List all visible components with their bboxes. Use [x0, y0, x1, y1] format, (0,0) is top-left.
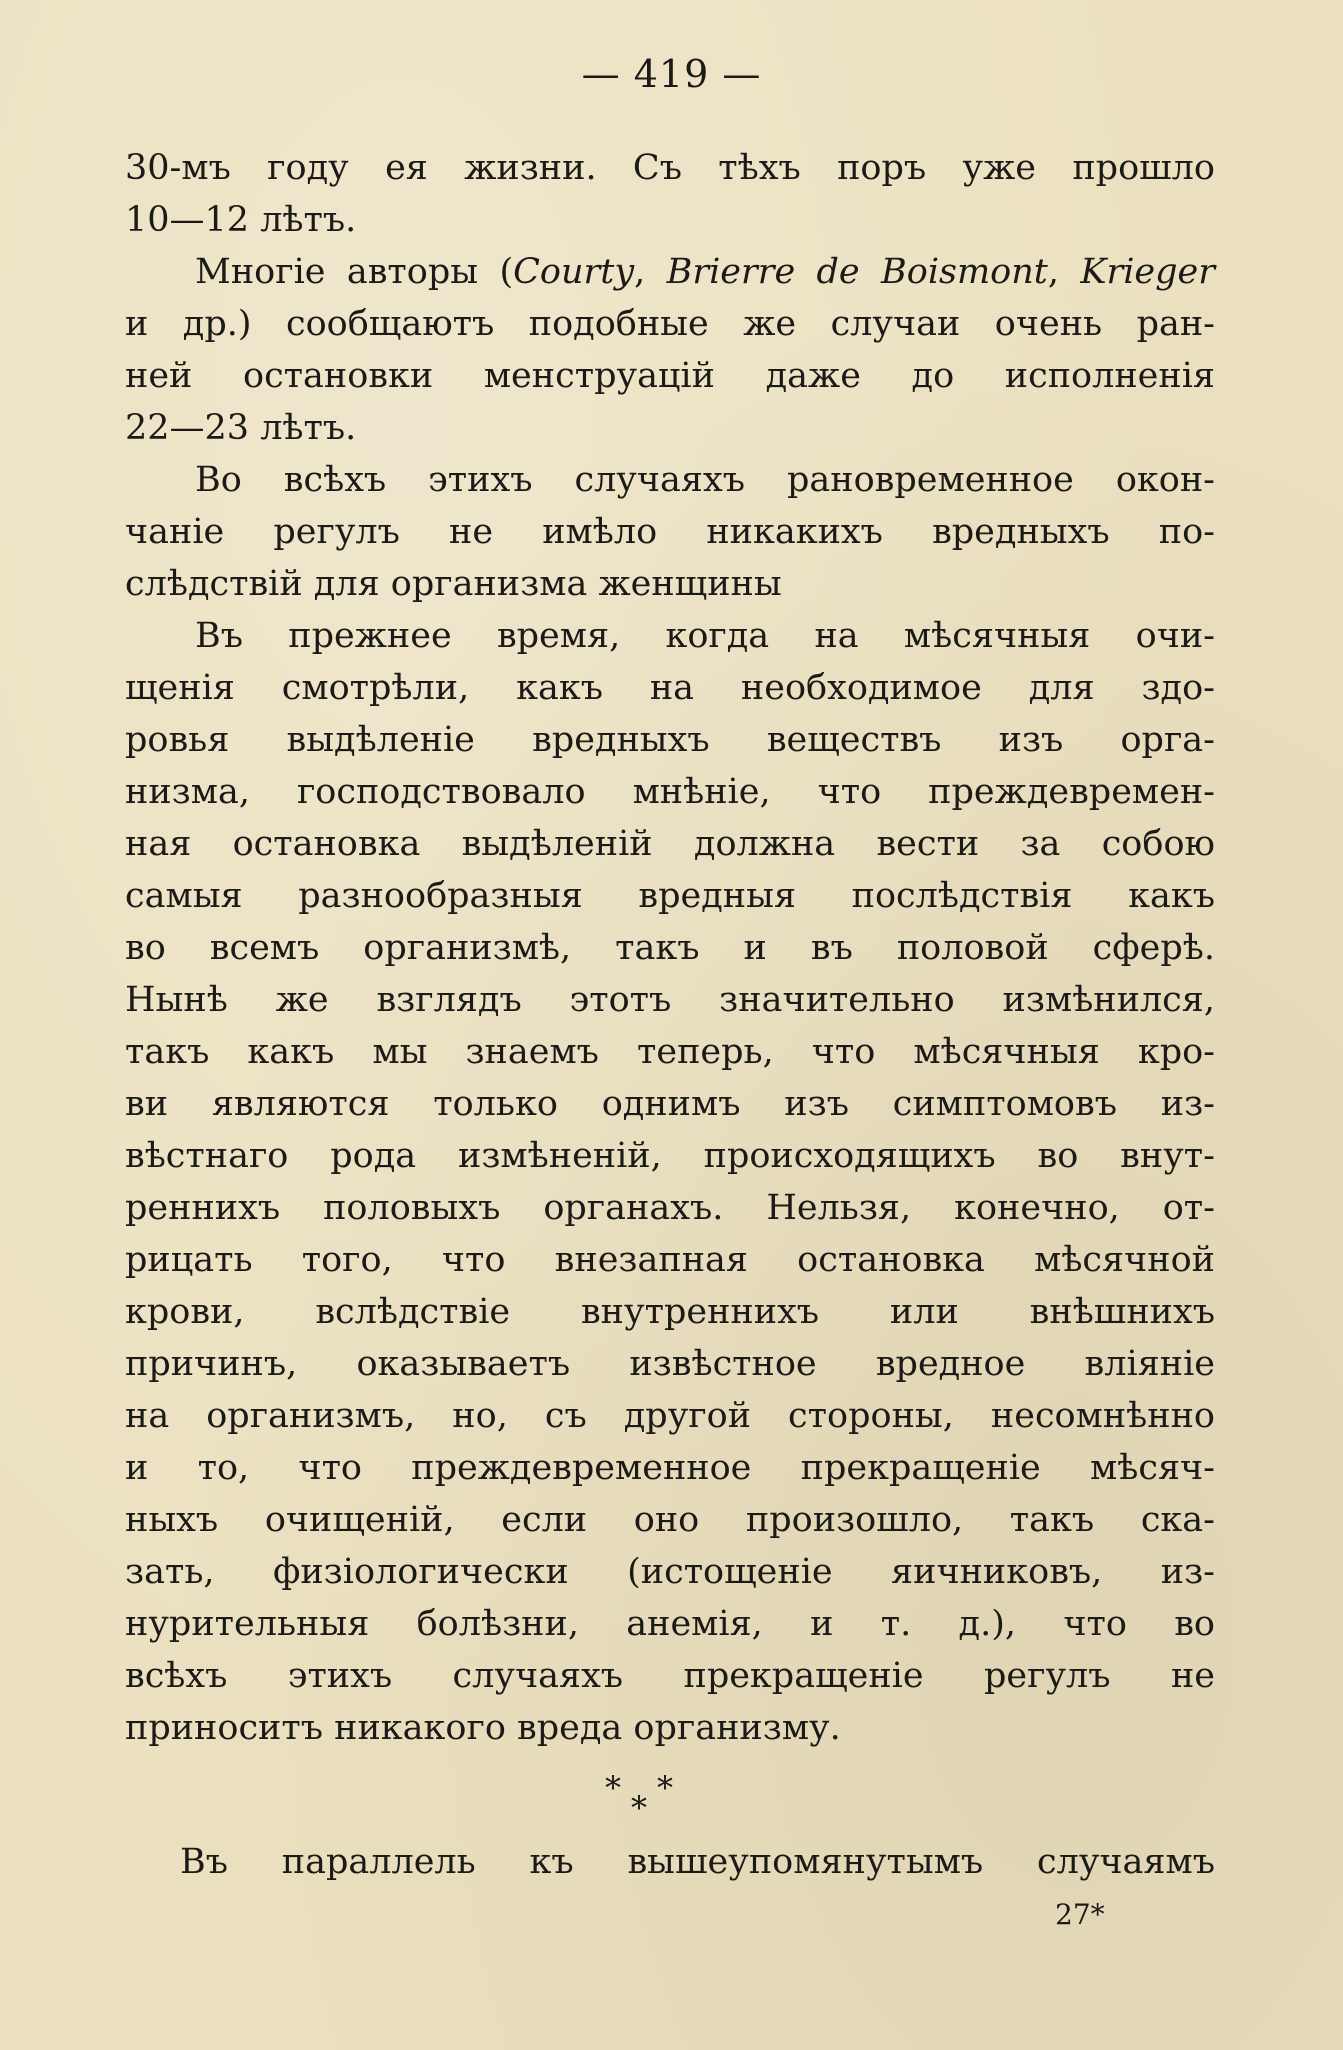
section-asterism: [125, 1762, 1215, 1836]
text-line: причинъ, оказываетъ извѣстное вредное вліяніе: [125, 1344, 1215, 1384]
text-line: щенія смотрѣли, какъ на необходимое для здо-: [125, 668, 1215, 708]
author-name: Brierre de Boismont: [666, 252, 1048, 292]
text-line: зать, физіологически (истощеніе яичниковъ, из-: [125, 1552, 1215, 1592]
text-line: рицать того, что внезапная остановка мѣсячной: [125, 1240, 1215, 1280]
page-number: — 419 —: [581, 52, 762, 96]
text-line: всѣхъ этихъ случаяхъ прекращеніе регулъ не: [125, 1656, 1215, 1696]
text-fragment: Многіе авторы (: [195, 252, 514, 292]
text-line-final: Въ параллель къ вышеупомянутымъ случаямъ: [180, 1842, 1215, 1882]
text-line: ви являются только однимъ изъ симптомовъ из-: [125, 1084, 1215, 1124]
text-line: 22—23 лѣтъ.: [125, 408, 357, 448]
text-line: чаніе регулъ не имѣло никакихъ вредныхъ по-: [125, 512, 1215, 552]
text-line: Въ прежнее время, когда на мѣсячныя очи-: [195, 616, 1215, 656]
signature-mark: 27*: [1055, 1898, 1105, 1931]
text-line: ровья выдѣленіе вредныхъ веществъ изъ орга-: [125, 720, 1215, 760]
text-line: Нынѣ же взглядъ этотъ значительно измѣнился,: [125, 980, 1215, 1020]
author-name: Krieger: [1080, 252, 1215, 292]
text-line: слѣдствій для организма женщины: [125, 564, 782, 604]
text-line: ная остановка выдѣленій должна вести за собою: [125, 824, 1215, 864]
text-line: ней остановки менструацій даже до исполненія: [125, 356, 1215, 396]
text-line: низма, господствовало мнѣніе, что преждевремен-: [125, 772, 1215, 812]
asterisk: *: [657, 1769, 673, 1807]
text-line: приноситъ никакого вреда организму.: [125, 1708, 841, 1748]
text-line: крови, вслѣдствіе внутреннихъ или внѣшнихъ: [125, 1292, 1215, 1332]
text-line-authors: [125, 246, 1215, 298]
text-line: 30-мъ году ея жизни. Съ тѣхъ поръ уже прошло: [125, 148, 1215, 188]
text-line: и то, что преждевременное прекращеніе мѣсяч-: [125, 1448, 1215, 1488]
text-fragment: ,: [634, 252, 667, 292]
text-fragment: ,: [1047, 252, 1081, 292]
text-line: такъ какъ мы знаемъ теперь, что мѣсячныя кро-: [125, 1032, 1215, 1072]
text-line: реннихъ половыхъ органахъ. Нельзя, конечно, от-: [125, 1188, 1215, 1228]
text-line: во всемъ организмѣ, такъ и въ половой сферѣ.: [125, 928, 1215, 968]
text-line: вѣстнаго рода измѣненій, происходящихъ во внут-: [125, 1136, 1215, 1176]
text-line: ныхъ очищеній, если оно произошло, такъ ска-: [125, 1500, 1215, 1540]
text-line: Во всѣхъ этихъ случаяхъ рановременное окон-: [195, 460, 1215, 500]
author-name: Courty: [513, 252, 635, 292]
asterisk: *: [631, 1789, 647, 1827]
asterisk: *: [605, 1769, 621, 1807]
text-line: на организмъ, но, съ другой стороны, несомнѣнно: [125, 1396, 1215, 1436]
body-text: [125, 142, 1215, 1888]
text-line: и др.) сообщаютъ подобные же случаи очень ран-: [125, 304, 1215, 344]
text-line: самыя разнообразныя вредныя послѣдствія какъ: [125, 876, 1215, 916]
text-line: нурительныя болѣзни, анемія, и т. д.), что во: [125, 1604, 1215, 1644]
text-line: 10—12 лѣтъ.: [125, 200, 357, 240]
